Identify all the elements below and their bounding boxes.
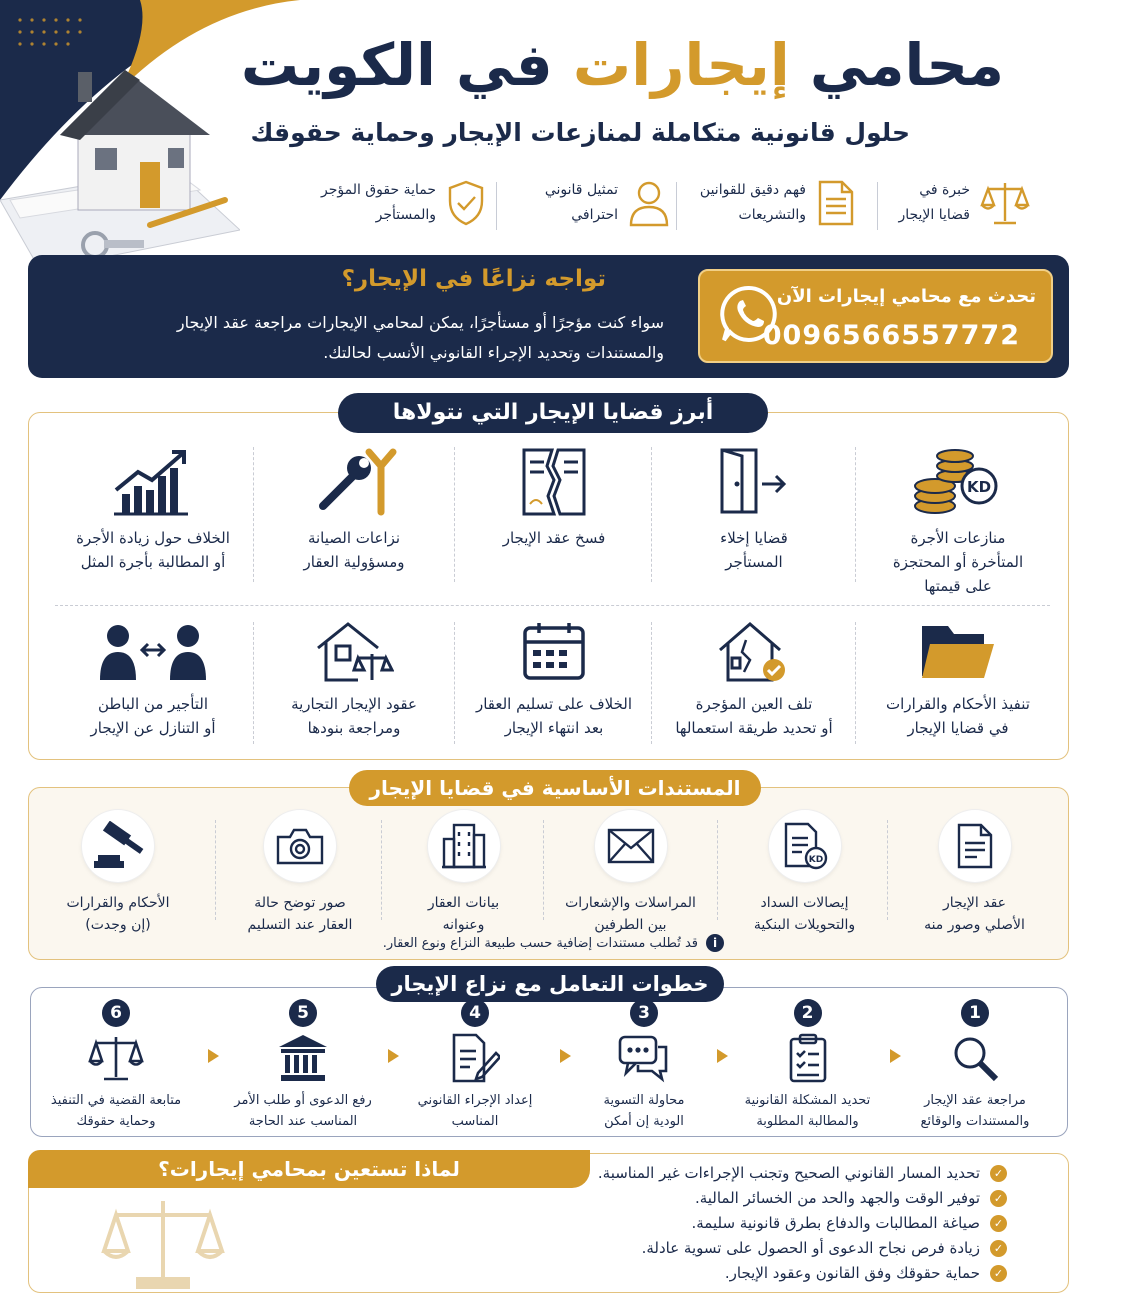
doc-correspondence bbox=[548, 810, 713, 936]
step-line: إعداد الإجراء القانوني bbox=[417, 1093, 533, 1108]
case-line: تلف العين المؤجرة bbox=[695, 695, 813, 713]
check-icon: ✓ bbox=[990, 1190, 1007, 1207]
case-line: على قيمتها bbox=[924, 577, 992, 595]
case-line: أو تحديد طريقة استعمالها bbox=[675, 719, 833, 737]
banner-line: سواء كنت مؤجرًا أو مستأجرًا، يمكن لمحامي الإيجارات مراجعة عقد الإيجار bbox=[176, 313, 664, 332]
note-text: قد تُطلب مستندات إضافية حسب طبيعة النزاع ونوع العقار. bbox=[382, 935, 698, 951]
case-line: تنفيذ الأحكام والقرارات bbox=[886, 695, 1030, 713]
divider bbox=[676, 182, 677, 230]
doc-judgments bbox=[38, 810, 198, 936]
divider bbox=[381, 820, 382, 920]
feature-representation bbox=[545, 178, 670, 228]
case-line: نزاعات الصيانة bbox=[307, 529, 401, 547]
feature-line: قضايا الإيجار bbox=[898, 207, 970, 223]
divider bbox=[855, 447, 856, 582]
document-pen-icon bbox=[450, 1033, 500, 1083]
step-line: الودية إن أمكن bbox=[604, 1114, 684, 1129]
cracked-house-icon bbox=[714, 620, 794, 684]
feature-line: حماية حقوق المؤجر bbox=[320, 182, 436, 198]
doc-line: بيانات العقار bbox=[427, 895, 500, 911]
case-line: ومراجعة بنودها bbox=[307, 719, 401, 737]
case-line: المتأخرة أو المحتجزة bbox=[892, 553, 1024, 571]
case-line: المستأجر bbox=[725, 553, 783, 571]
commercial-building-icon bbox=[314, 620, 394, 684]
page-title bbox=[241, 22, 1004, 108]
feature-line: والمستأجر bbox=[375, 207, 436, 223]
documents-title: المستندات الأساسية في قضايا الإيجار bbox=[349, 770, 761, 806]
why-text: تحديد المسار القانوني الصحيح وتجنب الإجراءات غير المناسبة. bbox=[597, 1164, 980, 1182]
doc-line: بين الطرفين bbox=[594, 917, 667, 933]
doc-line: العقار عند التسليم bbox=[247, 917, 353, 933]
step-line: محاولة التسوية bbox=[603, 1093, 685, 1108]
check-icon: ✓ bbox=[990, 1265, 1007, 1282]
title-part-3: في الكويت bbox=[240, 31, 553, 99]
feature-line: تمثيل قانوني bbox=[544, 182, 618, 198]
magnifier-icon bbox=[950, 1033, 1000, 1083]
doc-line: المراسلات والإشعارات bbox=[565, 895, 696, 911]
why-item bbox=[598, 1164, 1007, 1182]
case-line: الخلاف حول زيادة الأجرة bbox=[76, 529, 230, 547]
arrow-icon bbox=[560, 1049, 571, 1063]
step-line: والمستندات والوقائع bbox=[920, 1114, 1030, 1129]
step-number: 1 bbox=[961, 999, 989, 1027]
case-line: أو التنازل عن الإيجار bbox=[90, 719, 216, 737]
doc-property-data bbox=[386, 810, 541, 936]
phone-number[interactable]: 0096566557772 bbox=[762, 320, 1020, 351]
step-number: 2 bbox=[794, 999, 822, 1027]
step-number: 3 bbox=[630, 999, 658, 1027]
feature-laws bbox=[700, 178, 856, 228]
title-part-1: محامي bbox=[809, 31, 1004, 99]
why-item bbox=[691, 1214, 1007, 1232]
info-icon: i bbox=[706, 934, 724, 952]
doc-line: وعنوانه bbox=[442, 917, 485, 933]
divider bbox=[887, 820, 888, 920]
doc-line: عقد الإيجار bbox=[942, 895, 1007, 911]
chat-icon bbox=[618, 1033, 670, 1083]
why-title: لماذا تستعين بمحامي إيجارات؟ bbox=[28, 1150, 590, 1188]
case-line: ومسؤولية العقار bbox=[303, 553, 405, 571]
envelope-icon bbox=[607, 828, 655, 864]
divider bbox=[55, 605, 1050, 606]
step-number: 6 bbox=[102, 999, 130, 1027]
step-line: المناسب bbox=[451, 1114, 499, 1129]
case-commercial-leases bbox=[256, 620, 452, 740]
step-line: متابعة القضية في التنفيذ bbox=[50, 1093, 182, 1108]
case-line: في قضايا الإيجار bbox=[907, 719, 1009, 737]
check-icon: ✓ bbox=[990, 1240, 1007, 1257]
scales-icon bbox=[980, 179, 1030, 227]
svg-text:KD: KD bbox=[808, 855, 823, 865]
shield-check-icon bbox=[446, 179, 486, 227]
courthouse-icon bbox=[277, 1033, 329, 1083]
step-line: تحديد المشكلة القانونية bbox=[744, 1093, 871, 1108]
doc-lease-contract bbox=[892, 810, 1057, 936]
why-item bbox=[725, 1264, 1007, 1282]
check-icon: ✓ bbox=[990, 1165, 1007, 1182]
step-1 bbox=[905, 999, 1045, 1132]
why-text: توفير الوقت والجهد والحد من الخسائر المالية. bbox=[694, 1189, 980, 1207]
step-2 bbox=[735, 999, 880, 1132]
two-people-icon bbox=[98, 620, 208, 684]
divider bbox=[651, 622, 652, 744]
feature-protection bbox=[321, 178, 486, 228]
divider bbox=[253, 622, 254, 744]
torn-contract-icon bbox=[514, 446, 594, 518]
doc-line: (إن وجدت) bbox=[85, 917, 151, 933]
page-subtitle: حلول قانونية متكاملة لمنازعات الإيجار وحماية حقوقك bbox=[250, 118, 910, 147]
why-item bbox=[695, 1189, 1007, 1207]
doc-line: والتحويلات البنكية bbox=[753, 917, 856, 933]
house-illustration bbox=[0, 50, 240, 280]
step-number: 5 bbox=[289, 999, 317, 1027]
doc-line: إيصالات السداد bbox=[760, 895, 849, 911]
case-line: أو المطالبة بأجرة المثل bbox=[80, 553, 226, 571]
why-text: زيادة فرص نجاح الدعوى أو الحصول على تسوية عادلة. bbox=[641, 1239, 980, 1257]
feature-line: خبرة في bbox=[919, 182, 970, 198]
folder-icon bbox=[918, 620, 998, 684]
divider bbox=[253, 447, 254, 582]
case-line: التأجير من الباطن bbox=[97, 695, 209, 713]
svg-text:KD: KD bbox=[966, 478, 992, 496]
case-eviction bbox=[656, 446, 852, 574]
feature-line: والتشريعات bbox=[738, 207, 806, 223]
step-number: 4 bbox=[461, 999, 489, 1027]
step-4 bbox=[405, 999, 545, 1132]
doc-photos bbox=[220, 810, 380, 936]
divider bbox=[877, 182, 878, 230]
case-rent-increase bbox=[55, 446, 251, 574]
doc-line: الأصلي وصور منه bbox=[924, 917, 1025, 933]
divider bbox=[215, 820, 216, 920]
feature-line: فهم دقيق للقوانين bbox=[699, 182, 806, 198]
case-line: فسخ عقد الإيجار bbox=[502, 529, 606, 547]
why-item bbox=[642, 1239, 1007, 1257]
step-3 bbox=[580, 999, 708, 1132]
step-5 bbox=[222, 999, 384, 1132]
building-icon bbox=[440, 823, 488, 869]
arrow-icon bbox=[388, 1049, 399, 1063]
case-rent-disputes bbox=[860, 446, 1056, 598]
divider bbox=[651, 447, 652, 582]
case-subletting bbox=[55, 620, 251, 740]
step-line: والمطالبة المطلوبة bbox=[756, 1114, 859, 1129]
case-enforcement bbox=[860, 620, 1056, 740]
case-line: بعد انتهاء الإيجار bbox=[504, 719, 604, 737]
divider bbox=[717, 820, 718, 920]
doc-line: الأحكام والقرارات bbox=[66, 895, 170, 911]
doc-payment-receipts bbox=[722, 810, 887, 936]
person-icon bbox=[628, 179, 670, 227]
why-text: صياغة المطالبات والدفاع بطرق قانونية سليمة. bbox=[691, 1214, 980, 1232]
divider bbox=[496, 182, 497, 230]
rising-chart-icon bbox=[108, 446, 198, 518]
feature-line: احترافي bbox=[571, 207, 618, 223]
divider bbox=[454, 447, 455, 582]
step-line: رفع الدعوى أو طلب الأمر bbox=[234, 1093, 372, 1108]
steps-title: خطوات التعامل مع نزاع الإيجار bbox=[376, 966, 724, 1002]
arrow-icon bbox=[208, 1049, 219, 1063]
case-property-damage bbox=[656, 620, 852, 740]
step-line: مراجعة عقد الإيجار bbox=[924, 1093, 1026, 1108]
divider bbox=[855, 622, 856, 744]
feature-experience bbox=[898, 178, 1030, 228]
case-contract-termination bbox=[457, 446, 651, 550]
banner-line: والمستندات وتحديد الإجراء القانوني الأنسب لحالتك. bbox=[323, 343, 664, 362]
document-icon bbox=[816, 179, 856, 227]
documents-note bbox=[383, 934, 724, 952]
receipt-kd-icon bbox=[782, 822, 828, 870]
banner-text bbox=[124, 308, 664, 368]
door-exit-icon bbox=[714, 446, 794, 518]
coins-kd-icon bbox=[913, 446, 1003, 518]
divider bbox=[454, 622, 455, 744]
camera-icon bbox=[276, 827, 324, 865]
doc-line: صور توضح حالة bbox=[254, 895, 346, 911]
cases-title: أبرز قضايا الإيجار التي نتولاها bbox=[338, 393, 768, 433]
case-handover bbox=[457, 620, 651, 740]
calendar-icon bbox=[519, 620, 589, 684]
scales-watermark-icon bbox=[98, 1195, 228, 1290]
case-line: عقود الإيجار التجارية bbox=[291, 695, 417, 713]
scales-icon bbox=[88, 1033, 144, 1083]
case-line: قضايا إخلاء bbox=[720, 529, 788, 547]
why-text: حماية حقوقك وفق القانون وعقود الإيجار. bbox=[724, 1264, 980, 1282]
case-maintenance bbox=[256, 446, 452, 574]
gavel-icon bbox=[90, 821, 146, 871]
title-part-2: إيجارات bbox=[572, 31, 790, 99]
step-line: وحماية حقوقك bbox=[76, 1114, 156, 1129]
step-line: المناسب عند الحاجة bbox=[248, 1114, 358, 1129]
clipboard-icon bbox=[787, 1033, 829, 1083]
arrow-icon bbox=[890, 1049, 901, 1063]
check-icon: ✓ bbox=[990, 1215, 1007, 1232]
case-line: منازعات الأجرة bbox=[910, 529, 1006, 547]
divider bbox=[543, 820, 544, 920]
wrench-icon bbox=[309, 446, 399, 518]
arrow-icon bbox=[717, 1049, 728, 1063]
cta-label[interactable]: تحدث مع محامي إيجارات الآن bbox=[776, 286, 1036, 307]
contract-icon bbox=[955, 823, 995, 869]
banner-question: تواجه نزاعًا في الإيجار؟ bbox=[341, 266, 606, 292]
step-6 bbox=[45, 999, 187, 1132]
case-line: الخلاف على تسليم العقار bbox=[475, 695, 633, 713]
